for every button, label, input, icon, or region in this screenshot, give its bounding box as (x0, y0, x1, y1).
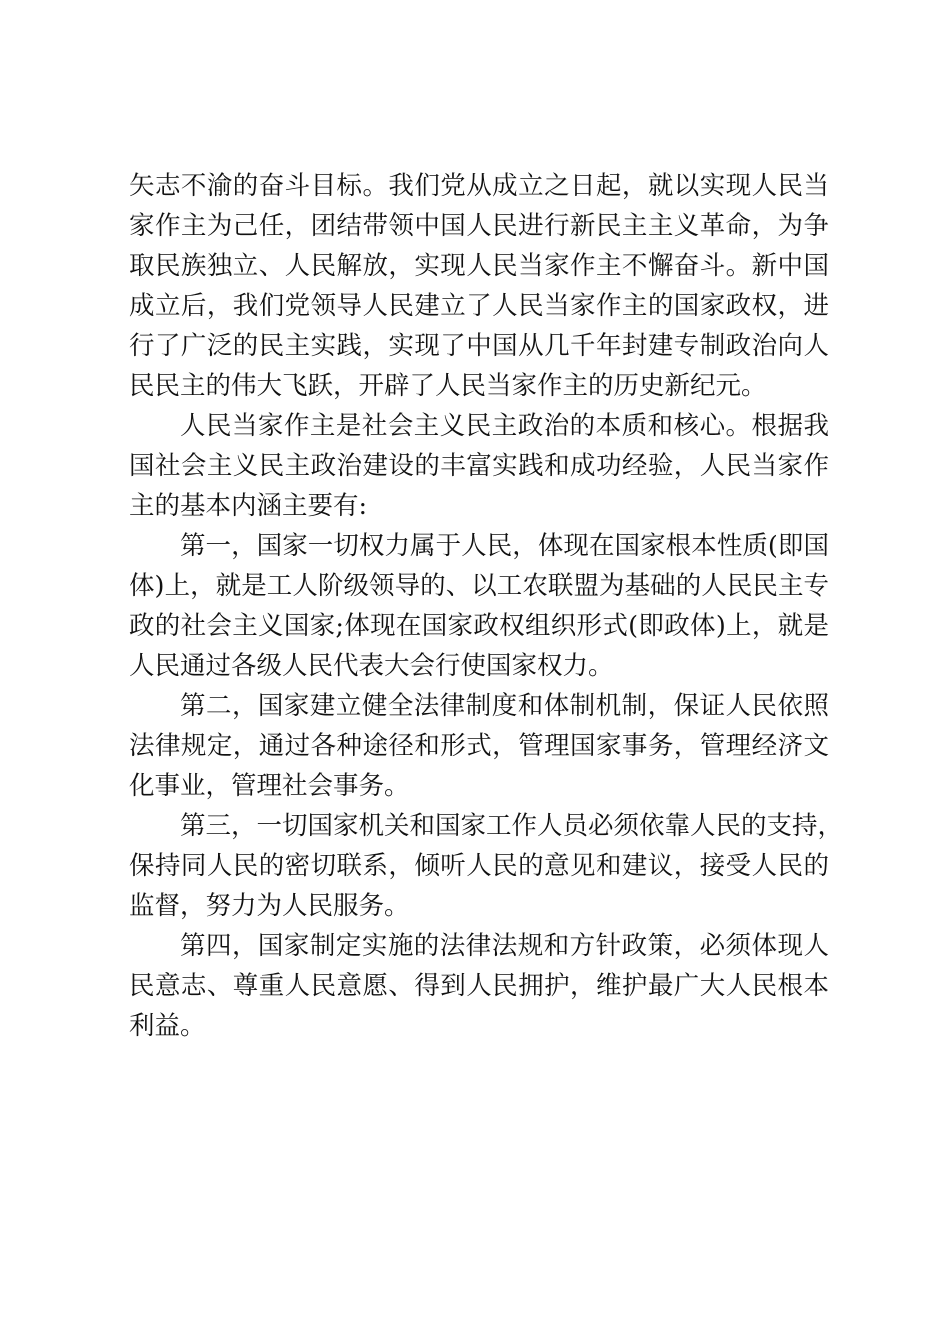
paragraph-6 (129, 926, 829, 1046)
paragraph-line: 第一，国家一切权力属于人民，体现在国家根本性质(即国 (180, 531, 829, 561)
paragraph-line: 第四，国家制定实施的法律法规和方针政策，必须体现人 (180, 931, 829, 961)
paragraph-line: 体)上，就是工人阶级领导的、以工农联盟为基础的人民民主专 (129, 571, 829, 601)
paragraph-line: 监督，努力为人民服务。 (129, 891, 410, 921)
document-body (129, 166, 844, 1046)
paragraph-5 (129, 806, 844, 926)
paragraph-line: 取民族独立、人民解放，实现人民当家作主不懈奋斗。新中国 (129, 251, 829, 281)
paragraph-line: 保持同人民的密切联系，倾听人民的意见和建议，接受人民的 (129, 851, 829, 881)
paragraph-line: 民意志、尊重人民意愿、得到人民拥护，维护最广大人民根本 (129, 971, 829, 1001)
paragraph-line: 民民主的伟大飞跃，开辟了人民当家作主的历史新纪元。 (129, 371, 767, 401)
paragraph-line: 家作主为己任，团结带领中国人民进行新民主主义革命，为争 (129, 211, 829, 241)
paragraph-line: 第三，一切国家机关和国家工作人员必须依靠人民的支持， (180, 811, 844, 841)
paragraph-line: 人民通过各级人民代表大会行使国家权力。 (129, 651, 614, 681)
paragraph-line: 国社会主义民主政治建设的丰富实践和成功经验，人民当家作 (129, 451, 829, 481)
paragraph-line: 第二，国家建立健全法律制度和体制机制，保证人民依照 (180, 691, 829, 721)
paragraph-line: 主的基本内涵主要有: (129, 491, 368, 521)
paragraph-4 (129, 686, 829, 806)
paragraph-line: 行了广泛的民主实践，实现了中国从几千年封建专制政治向人 (129, 331, 829, 361)
paragraph-line: 矢志不渝的奋斗目标。我们党从成立之日起，就以实现人民当 (129, 171, 829, 201)
paragraph-3 (129, 526, 829, 686)
paragraph-line: 成立后，我们党领导人民建立了人民当家作主的国家政权，进 (129, 291, 829, 321)
paragraph-2 (129, 406, 829, 526)
paragraph-line: 政的社会主义国家;体现在国家政权组织形式(即政体)上，就是 (129, 611, 829, 641)
paragraph-line: 法律规定，通过各种途径和形式，管理国家事务，管理经济文 (129, 731, 829, 761)
paragraph-line: 利益。 (129, 1011, 206, 1041)
paragraph-1 (129, 166, 829, 406)
paragraph-line: 化事业，管理社会事务。 (129, 771, 410, 801)
paragraph-line: 人民当家作主是社会主义民主政治的本质和核心。根据我 (180, 411, 829, 441)
